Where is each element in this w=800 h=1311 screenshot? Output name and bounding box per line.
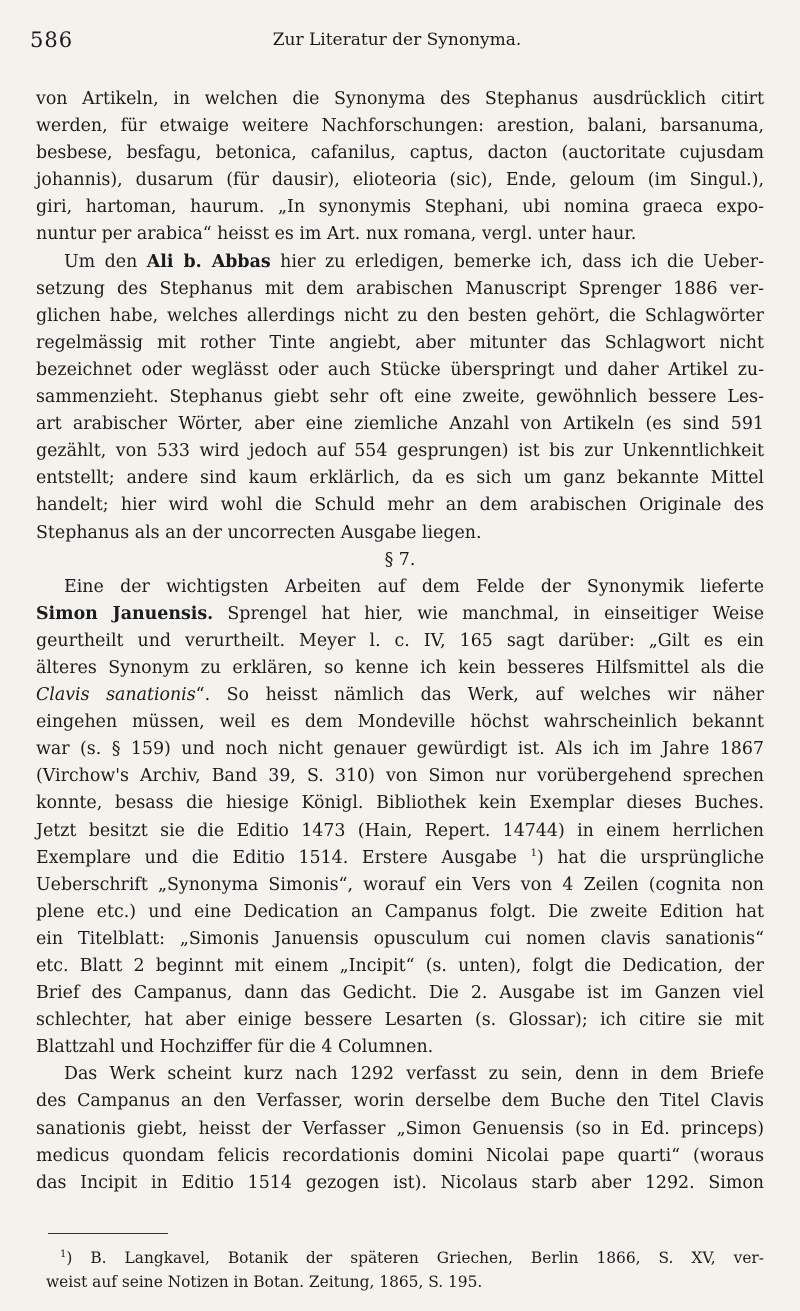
text-span: hier zu erledigen, bemerke ich, dass ich die Ueber- [270,251,764,272]
text-line: Blattzahl und Hochziffer für die 4 Columnen. [36,1037,434,1058]
body-text [36,86,764,1197]
text-span: Exemplare und die Editio 1514. Erstere Ausgabe [36,847,531,868]
text-span: Sprengel hat hier, wie manchmal, in einseitiger Weise [213,603,764,624]
text-line: Das Werk scheint kurz nach 1292 verfasst zu sein, denn in dem Briefe [64,1064,764,1085]
page-header [30,28,764,62]
text-line: geurtheilt und verurtheilt. Meyer l. c. IV, 165 sagt darüber: „Gilt es ein [36,630,764,651]
footnote-marker: 1 [530,847,537,859]
footnote-line [46,1246,764,1270]
section-heading: § 7. [384,549,416,570]
text-span: ) hat die ursprüngliche [536,847,764,868]
text-line: medicus quondam felicis recordationis domini Nicolai pape quarti“ (woraus [36,1145,764,1166]
text-line: eingehen müssen, weil es dem Mondeville höchst wahrscheinlich bekannt [36,712,764,733]
footnote-line: weist auf seine Notizen in Botan. Zeitung, 1865, S. 195. [46,1273,483,1291]
footnote-rule [48,1233,168,1234]
text-line: plene etc.) und eine Dedication an Campanus folgt. Die zweite Edition hat [36,901,764,922]
text-line: glichen habe, welches allerdings nicht zu den besten gehört, die Schlagwörter [36,305,764,326]
text-line: schlechter, hat aber einige bessere Lesarten (s. Glossar); ich citire sie mit [36,1010,764,1031]
text-line: art arabischer Wörter, aber eine ziemliche Anzahl von Artikeln (es sind 591 [36,414,764,435]
running-title: Zur Literatur der Synonyma. [272,30,522,50]
text-line: entstellt; andere sind kaum erklärlich, da es sich um ganz bekannte Mittel [36,468,764,489]
footnote-number: 1 [60,1248,67,1260]
book-title-clavis-sanationis: Clavis sanationis [36,685,196,706]
text-line: werden, für etwaige weitere Nachforschungen: arestion, balani, barsanuma, [36,116,764,137]
text-line [36,682,764,709]
text-line: Jetzt besitzt sie die Editio 1473 (Hain, Repert. 14744) in einem herrlichen [36,820,764,841]
footnotes [46,1246,764,1294]
text-span: “. So heisst nämlich das Werk, auf welches wir näher [195,685,764,706]
text-line: etc. Blatt 2 beginnt mit einem „Incipit“ (s. unten), folgt die Dedication, der [36,956,764,976]
page-number: 586 [30,28,74,52]
text-line: besbese, besfagu, betonica, cafanilus, captus, dacton (auctoritate cujusdam [36,143,764,164]
text-line: sammenzieht. Stephanus giebt sehr oft eine zweite, gewöhnlich bessere Les- [36,387,764,408]
text-line: bezeichnet oder weglässt oder auch Stücke überspringt und daher Artikel zu- [36,359,764,380]
text-line: konnte, besass die hiesige Königl. Bibliothek kein Exemplar dieses Buches. [36,793,764,814]
text-line: des Campanus an den Verfasser, worin derselbe dem Buche den Titel Clavis [36,1091,764,1112]
text-line: ein Titelblatt: „Simonis Januensis opusculum cui nomen clavis sanationis“ [36,928,764,949]
text-line: gezählt, von 533 wird jedoch auf 554 gesprungen) ist bis zur Unkenntlichkeit [36,441,764,462]
text-line: Eine der wichtigsten Arbeiten auf dem Felde der Synonymik lieferte [64,576,764,597]
text-line: johannis), dusarum (für dausir), elioteoria (sic), Ende, geloum (im Singul.), [36,170,764,191]
text-line [36,601,764,628]
text-line: Stephanus als an der uncorrecten Ausgabe liegen. [36,522,482,543]
text-line: setzung des Stephanus mit dem arabischen Manuscript Sprenger 1886 ver- [36,278,764,299]
author-name-ali-abbas: Ali b. Abbas [146,251,271,272]
text-line: handelt; hier wird wohl die Schuld mehr an dem arabischen Originale des [36,495,764,516]
text-line: (Virchow's Archiv, Band 39, S. 310) von Simon nur vorübergehend sprechen [36,766,764,787]
text-line: war (s. § 159) und noch nicht genauer gewürdigt ist. Als ich im Jahre 1867 [36,739,764,760]
text-line [36,845,764,872]
text-line: regelmässig mit rother Tinte angiebt, aber mitunter das Schlagwort nicht [36,332,764,353]
text-line: Brief des Campanus, dann das Gedicht. Die 2. Ausgabe ist im Ganzen viel [36,983,764,1004]
text-line: giri, hartoman, haurum. „In synonymis Stephani, ubi nomina graeca expo- [36,197,764,218]
text-line [36,249,764,276]
text-line: das Incipit in Editio 1514 gezogen ist). Nicolaus starb aber 1292. Simon [36,1172,764,1193]
text-line: nuntur per arabica“ heisst es im Art. nux romana, vergl. unter haur. [36,224,637,245]
text-line: von Artikeln, in welchen die Synonyma des Stephanus ausdrücklich citirt [36,89,764,109]
text-span: Um den [64,251,147,272]
author-name-simon-januensis: Simon Januensis. [36,603,214,624]
text-line: Ueberschrift „Synonyma Simonis“, worauf ein Vers von 4 Zeilen (cognita non [36,874,764,895]
text-span: ) B. Langkavel, Botanik der späteren Griechen, Berlin 1866, S. XV, ver- [66,1249,764,1267]
text-line: sanationis giebt, heisst der Verfasser „Simon Genuensis (so in Ed. princeps) [36,1118,764,1139]
text-line: älteres Synonym zu erklären, so kenne ich kein besseres Hilfsmittel als die [36,657,764,678]
